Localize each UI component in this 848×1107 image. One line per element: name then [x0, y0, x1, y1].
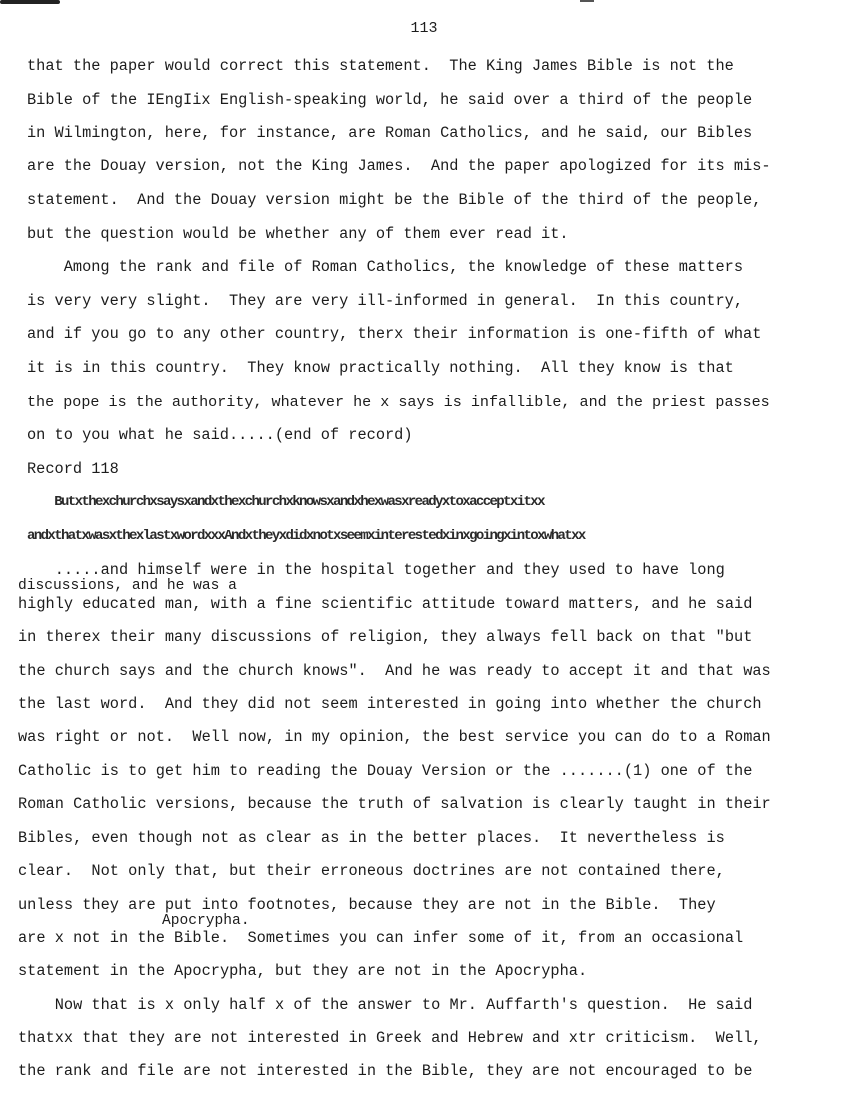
- struck-out-line: Butxthexchurchxsaysxandxthexchurchxknowsxandxhexwasxreadyxtoxacceptxitxx: [27, 494, 544, 510]
- text-line: Bibles, even though not as clear as in the better places. It nevertheless is: [18, 829, 725, 847]
- text-line: in Wilmington, here, for instance, are Roman Catholics, and he said, our Bibles: [27, 124, 753, 142]
- text-line: unless they are put into footnotes, because they are not in the Bible. They: [18, 896, 716, 914]
- text-line: .....and himself were in the hospital together and they used to have long: [18, 561, 725, 579]
- text-line: the last word. And they did not seem interested in going into whether the church: [18, 695, 762, 713]
- inserted-text-line: Apocrypha.: [162, 913, 250, 929]
- text-line: are the Douay version, not the King James. And the paper apologized for its mis-: [27, 157, 771, 175]
- text-line: the pope is the authority, whatever he x says is infallible, and the priest passes: [27, 393, 770, 411]
- text-line: was right or not. Well now, in my opinion, the best service you can do to a Roman: [18, 728, 771, 746]
- page-number: 113: [410, 20, 438, 37]
- text-line: the rank and file are not interested in the Bible, they are not encouraged to be: [18, 1062, 753, 1080]
- text-line: Roman Catholic versions, because the truth of salvation is clearly taught in their: [18, 795, 771, 813]
- struck-out-line: andxthatxwasxthexlastxwordxxxAndxtheyxdidxnotxseemxinterestedxinxgoingxintoxwhatxx: [27, 528, 585, 544]
- record-heading: Record 118: [27, 460, 119, 478]
- text-line: statement in the Apocrypha, but they are not in the Apocrypha.: [18, 962, 588, 980]
- text-line: Now that is x only half x of the answer to Mr. Auffarth's question. He said: [18, 996, 753, 1014]
- inserted-text-line: discussions, and he was a: [18, 578, 237, 594]
- text-line: is very very slight. They are very ill-informed in general. In this country,: [27, 292, 744, 310]
- text-line: thatxx that they are not interested in Greek and Hebrew and xtr criticism. Well,: [18, 1029, 762, 1047]
- text-line: Among the rank and file of Roman Catholics, the knowledge of these matters: [27, 258, 744, 276]
- text-line: that the paper would correct this statement. The King James Bible is not the: [27, 57, 734, 75]
- text-line: but the question would be whether any of them ever read it.: [27, 225, 569, 243]
- text-line: on to you what he said.....(end of record): [27, 426, 413, 444]
- text-line: highly educated man, with a fine scientific attitude toward matters, and he said: [18, 595, 753, 613]
- text-line: the church says and the church knows". And he was ready to accept it and that was: [18, 662, 771, 680]
- text-line: are x not in the Bible. Sometimes you can infer some of it, from an occasional: [18, 929, 744, 947]
- scan-mark: [0, 0, 60, 4]
- text-line: clear. Not only that, but their erroneous doctrines are not contained there,: [18, 862, 725, 880]
- text-line: it is in this country. They know practically nothing. All they know is that: [27, 359, 734, 377]
- text-line: and if you go to any other country, therx their information is one-fifth of what: [27, 325, 762, 343]
- text-line: Bible of the IEngIix English-speaking world, he said over a third of the people: [27, 91, 753, 109]
- scan-mark: [580, 0, 594, 2]
- text-line: Catholic is to get him to reading the Douay Version or the .......(1) one of the: [18, 762, 753, 780]
- text-line: in therex their many discussions of religion, they always fell back on that "but: [18, 628, 753, 646]
- text-line: statement. And the Douay version might be the Bible of the third of the people,: [27, 191, 762, 209]
